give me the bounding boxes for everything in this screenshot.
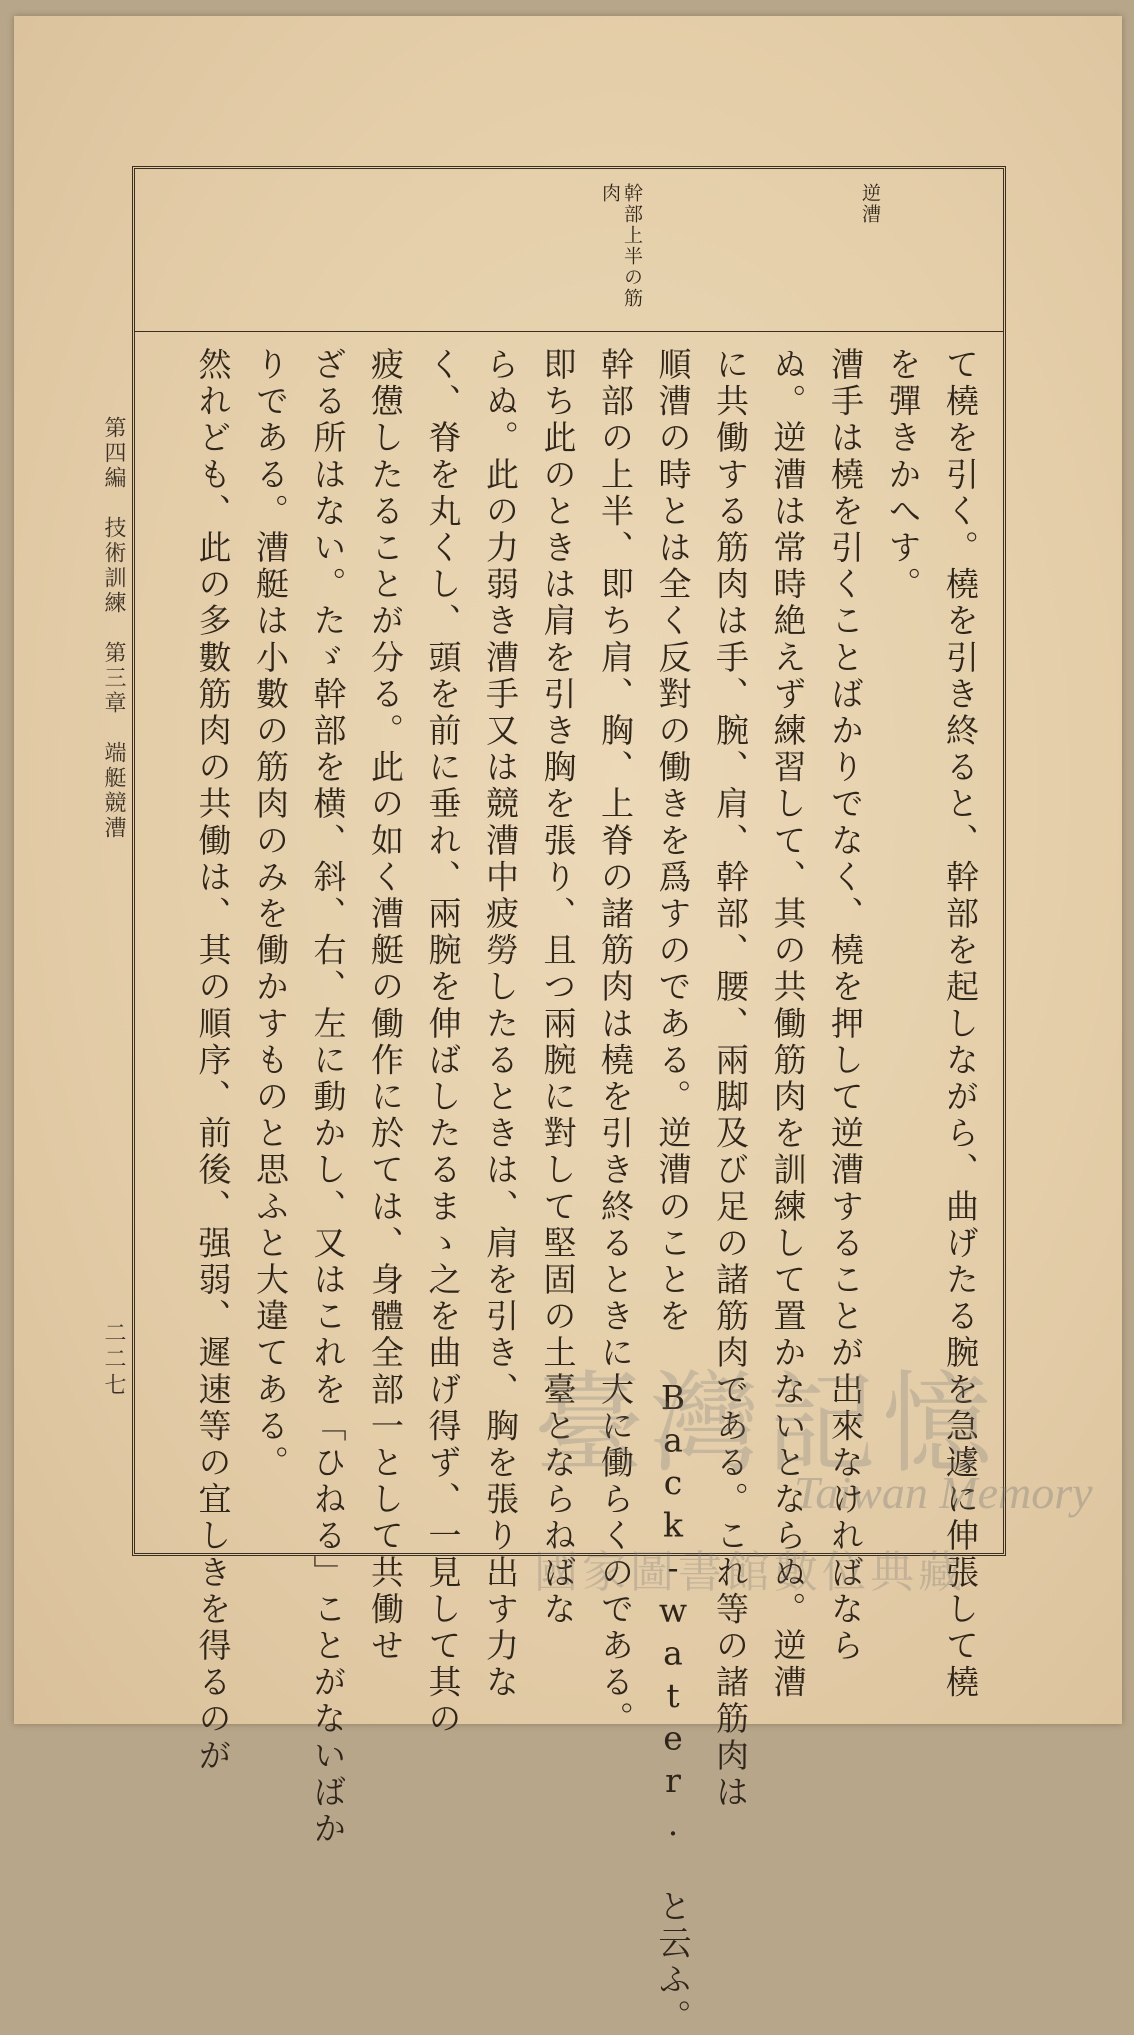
watermark-cjk: 臺灣記憶 — [534, 1360, 998, 1488]
text-line: りである。漕艇は小數の筋肉のみを働かすものと思ふと大違てある。 — [251, 347, 290, 1482]
text-line: を彈きかへす。 — [883, 347, 923, 604]
margin-note-upper-trunk-muscles: 幹部上半の筋肉 — [599, 183, 643, 309]
book-page — [14, 16, 1122, 2035]
text-line: らぬ。此の力弱き漕手又は競漕中疲勞したるときは、肩を引き、胸を張り出す力な — [481, 347, 520, 1702]
text-line: く、脊を丸くし、頭を前に垂れ、兩腕を伸ばしたるまゝ之を曲げ得ず、一見して其の — [423, 347, 463, 1738]
text-line: ぬ。逆漕は常時絶えず練習して、其の共働筋肉を訓練して置かないとならぬ。逆漕 — [768, 347, 808, 1702]
watermark-subtitle: 國家圖書館數位典藏 — [534, 1547, 966, 1598]
text-line: に共働する筋肉は手、腕、肩、幹部、腰、兩脚及び足の諸筋肉である。これ等の諸筋肉は — [711, 347, 750, 1811]
text-line: 疲憊したることが分る。此の如く漕艇の働作に於ては、身體全部一として共働せ — [366, 347, 405, 1665]
text-line: 然れども、此の多數筋肉の共働は、其の順序、前後、强弱、遲速等の宜しきを得るのが — [193, 347, 233, 1775]
text-line: 幹部の上半、即ち肩、胸、上脊の諸筋肉は橈を引き終るときに大に働らくのである。 — [596, 347, 635, 1738]
page-number: 二二七 — [101, 1321, 126, 1399]
text-line: 即ち此のときは肩を引き胸を張り、且つ兩腕に對して堅固の土臺とならねばな — [538, 347, 578, 1628]
header-divider — [135, 331, 1003, 332]
margin-note-reverse-rowing: 逆漕 — [859, 183, 881, 225]
text-line: 漕手は橈を引くことばかりでなく、橈を押して逆漕することが出來なければなら — [826, 347, 865, 1665]
watermark-en: Taiwan Memory — [794, 1467, 1093, 1518]
text-line: 順漕の時とは全く反對の働きを爲すのである。逆漕のことを Back-water. と云ふ。 — [653, 347, 693, 2035]
text-line: ざる所はない。たゞ幹部を横、斜、右、左に動かし、又はこれを「ひねる」ことがないばか — [308, 347, 348, 1848]
text-line: て橈を引く。橈を引き終ると、幹部を起しながら、曲げたる腕を急遽に伸張して橈 — [941, 347, 980, 1702]
running-head: 第四編 技術訓練 第三章 端艇競漕 — [101, 416, 126, 841]
